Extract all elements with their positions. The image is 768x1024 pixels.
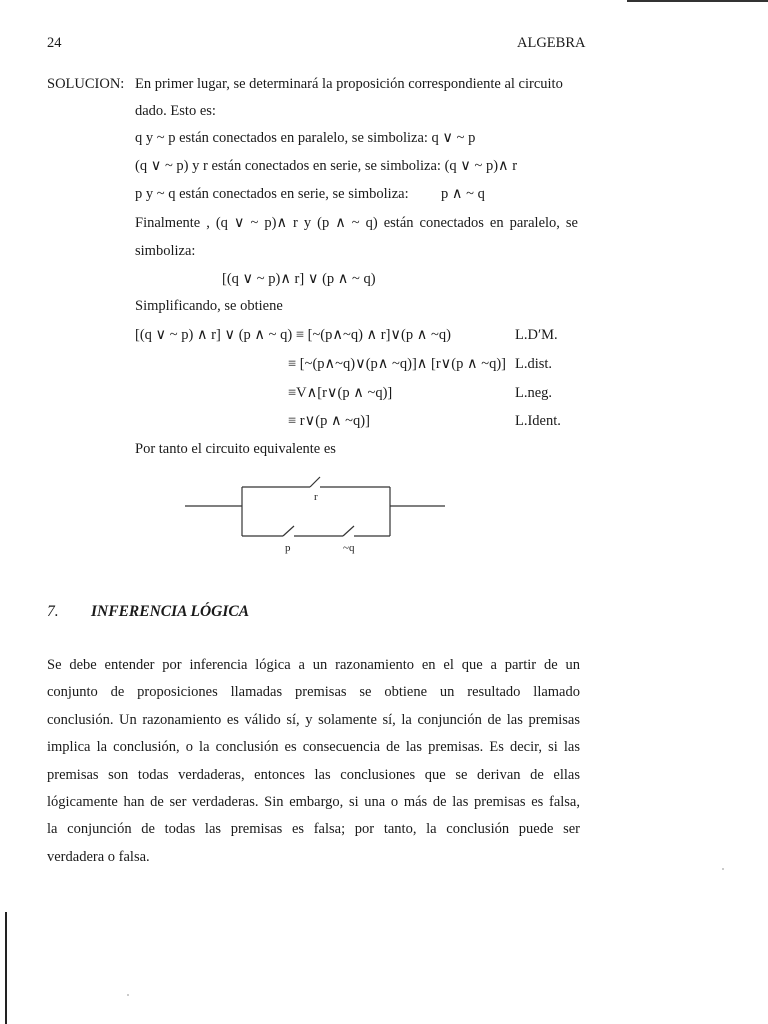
- solution-step-3-text: p y ~ q están conectados en serie, se simboliza:: [135, 186, 409, 202]
- scan-speck: [722, 868, 724, 870]
- solution-intro-line1: En primer lugar, se determinará la proposición correspondiente al circuito: [135, 76, 563, 92]
- solution-final-line1: Finalmente , (q ∨ ~ p)∧ r y (p ∧ ~ q) están conectados en paralelo, se: [135, 215, 578, 231]
- inference-paragraph: [47, 652, 580, 871]
- solution-step-3-formula: p ∧ ~ q: [441, 186, 485, 202]
- derivation-expr: ≡ r∨(p ∧ ~q)]: [288, 413, 370, 429]
- paragraph-line: premisas son todas verdaderas, entonces las conclusiones que se derivan de ellas: [47, 766, 580, 783]
- scan-left-edge-mark: [5, 912, 7, 1024]
- solution-label: SOLUCION:: [47, 76, 125, 92]
- solution-final-line2: simboliza:: [135, 243, 196, 259]
- section-number: 7.: [47, 603, 59, 620]
- derivation-law: L.D′M.: [515, 327, 558, 343]
- running-head: ALGEBRA: [517, 35, 586, 51]
- switch-not-q-label: ~q: [343, 542, 355, 554]
- solution-intro-line2: dado. Esto es:: [135, 103, 216, 119]
- paragraph-line: la conjunción de todas las premisas es falsa; por tanto, la conclusión puede ser: [47, 821, 580, 838]
- paragraph-line: conjunto de proposiciones llamadas premisas se obtiene un resultado llamado: [47, 684, 580, 701]
- derivation-law: L.dist.: [515, 356, 553, 372]
- derivation-law: L.neg.: [515, 385, 553, 401]
- paragraph-line: verdadera o falsa.: [47, 848, 150, 865]
- paragraph-line: conclusión. Un razonamiento es válido sí, y solamente sí, la conjunción de las premisas: [47, 711, 580, 728]
- scan-top-rule: [627, 0, 768, 2]
- derivation-expr: ≡ [~(p∧~q)∨(p∧ ~q)]∧ [r∨(p ∧ ~q)]: [288, 356, 506, 372]
- paragraph-line: lógicamente han de ser verdaderas. Sin embargo, si una o más de las premisas es falsa,: [47, 793, 580, 810]
- derivation-expr: [(q ∨ ~ p) ∧ r] ∨ (p ∧ ~ q) ≡ [~(p∧~q) ∧ r]∨(p ∧ ~q): [135, 327, 451, 343]
- switch-p: [283, 526, 294, 536]
- switch-r-label: r: [314, 491, 318, 503]
- solution-step-1: q y ~ p están conectados en paralelo, se simboliza: q ∨ ~ p: [135, 130, 476, 146]
- solution-main-formula: [(q ∨ ~ p)∧ r] ∨ (p ∧ ~ q): [222, 271, 376, 287]
- derivation-law: L.Ident.: [515, 413, 561, 429]
- circuit-diagram: [185, 470, 447, 560]
- switch-not-q: [343, 526, 354, 536]
- solution-step-2: (q ∨ ~ p) y r están conectados en serie, se simboliza: (q ∨ ~ p)∧ r: [135, 158, 518, 174]
- switch-r: [310, 477, 320, 487]
- paragraph-line: Se debe entender por inferencia lógica a un razonamiento en el que a partir de un: [47, 657, 580, 673]
- page-number: 24: [47, 35, 62, 51]
- circuit-intro: Por tanto el circuito equivalente es: [135, 441, 336, 457]
- derivation-expr: ≡V∧[r∨(p ∧ ~q)]: [288, 385, 393, 401]
- scan-speck: [127, 994, 129, 996]
- section-title: INFERENCIA LÓGICA: [91, 603, 250, 620]
- paragraph-line: implica la conclusión, o la conclusión es consecuencia de las premisas. Es decir, si las: [47, 739, 580, 756]
- switch-p-label: p: [285, 542, 291, 554]
- simplify-intro: Simplificando, se obtiene: [135, 298, 283, 314]
